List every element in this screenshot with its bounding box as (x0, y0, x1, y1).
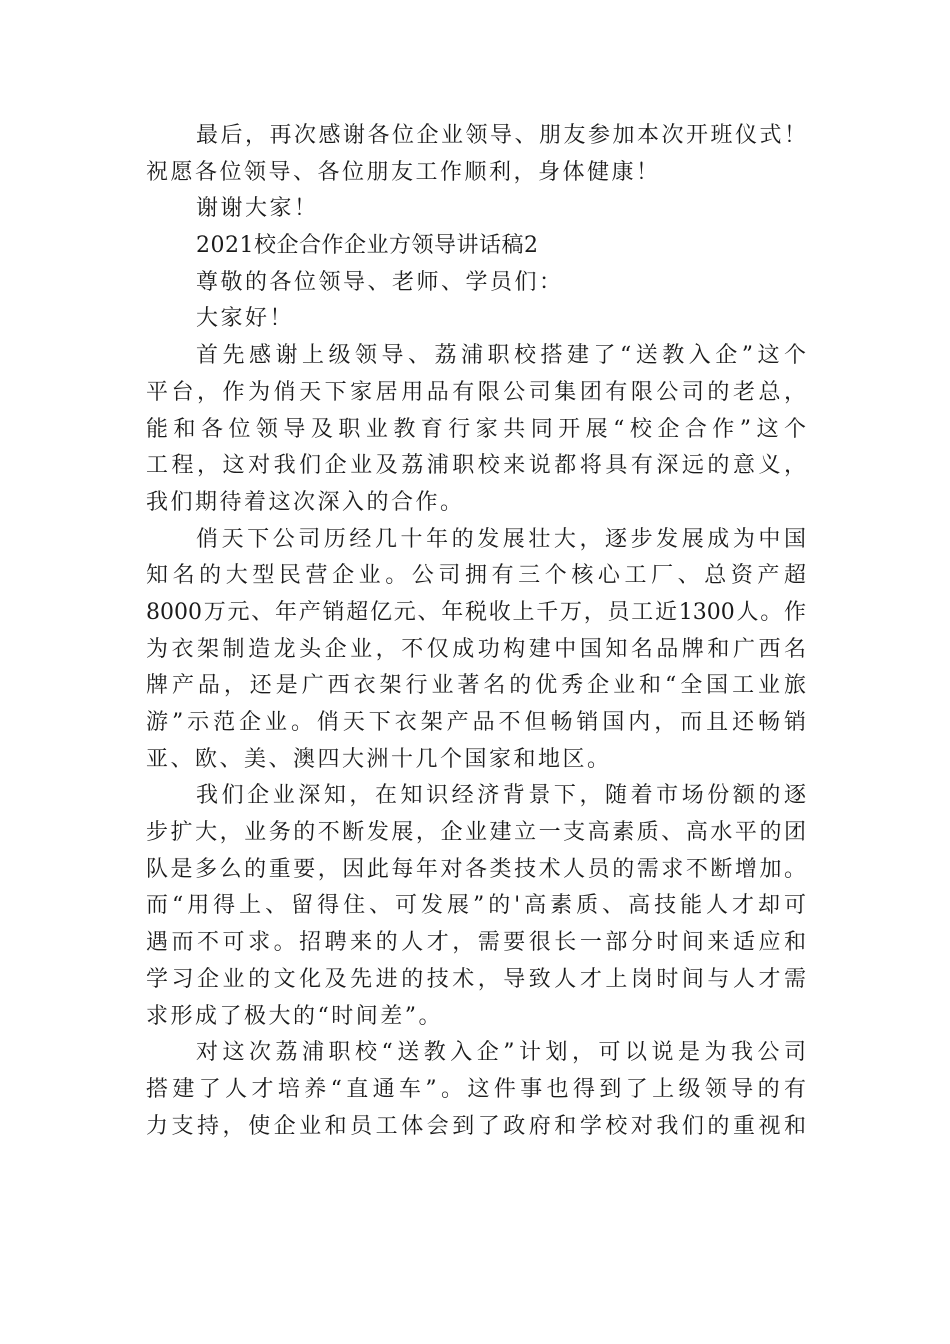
greeting: 大家好！ (196, 306, 295, 332)
document-body (146, 118, 809, 1145)
text-line: 步扩大，业务的不断发展，企业建立一支高素质、高水平的团 (146, 820, 806, 846)
salutation: 尊敬的各位领导、老师、学员们： (196, 269, 564, 295)
text-line: 亚、欧、美、澳四大洲十几个国家和地区。 (146, 746, 612, 772)
text-line: 游”示范企业。俏天下衣架产品不但畅销国内，而且还畅销 (146, 710, 806, 735)
text-line: 首先感谢上级领导、荔浦职校搭建了“送教入企”这个 (196, 343, 806, 369)
text-line: 为衣架制造龙头企业，不仅成功构建中国知名品牌和广西名 (146, 636, 806, 662)
text-line: 力支持，使企业和员工体会到了政府和学校对我们的重视和 (146, 1113, 806, 1139)
text-line: 8000万元、年产销超亿元、年税收上千万，员工近1300人。作 (146, 599, 806, 625)
text-line: 遇而不可求。招聘来的人才，需要很长一部分时间来适应和 (146, 930, 806, 956)
text-line: 我们企业深知，在知识经济背景下，随着市场份额的逐 (196, 783, 806, 809)
text-line: 工程，这对我们企业及荔浦职校来说都将具有深远的意义， (146, 453, 806, 479)
text-line: 学习企业的文化及先进的技术，导致人才上岗时间与人才需 (146, 966, 806, 992)
text-line: 祝愿各位领导、各位朋友工作顺利，身体健康！ (146, 159, 661, 185)
section-title: 2021校企合作企业方领导讲话稿2 (196, 233, 539, 259)
text-line: 平台，作为俏天下家居用品有限公司集团有限公司的老总， (146, 379, 806, 405)
text-line: 牌产品，还是广西衣架行业著名的优秀企业和“全国工业旅 (146, 673, 806, 699)
text-line: 对这次荔浦职校“送教入企”计划，可以说是为我公司 (196, 1040, 806, 1066)
text-line: 搭建了人才培养“直通车”。这件事也得到了上级领导的有 (146, 1076, 806, 1102)
text-line: 俏天下公司历经几十年的发展壮大，逐步发展成为中国 (196, 526, 806, 552)
text-line: 知名的大型民营企业。公司拥有三个核心工厂、总资产超 (146, 563, 806, 589)
text-line: 最后，再次感谢各位企业领导、朋友参加本次开班仪式！ (196, 123, 809, 148)
text-line: 能和各位领导及职业教育行家共同开展“校企合作”这个 (146, 416, 806, 442)
text-line: 我们期待着这次深入的合作。 (146, 489, 465, 515)
text-line: 谢谢大家！ (196, 196, 319, 222)
text-line: 队是多么的重要，因此每年对各类技术人员的需求不断增加。 (146, 856, 806, 882)
text-line: 而“用得上、留得住、可发展”的'高素质、高技能人才却可 (146, 893, 806, 919)
text-line: 求形成了极大的“时间差”。 (146, 1003, 443, 1029)
